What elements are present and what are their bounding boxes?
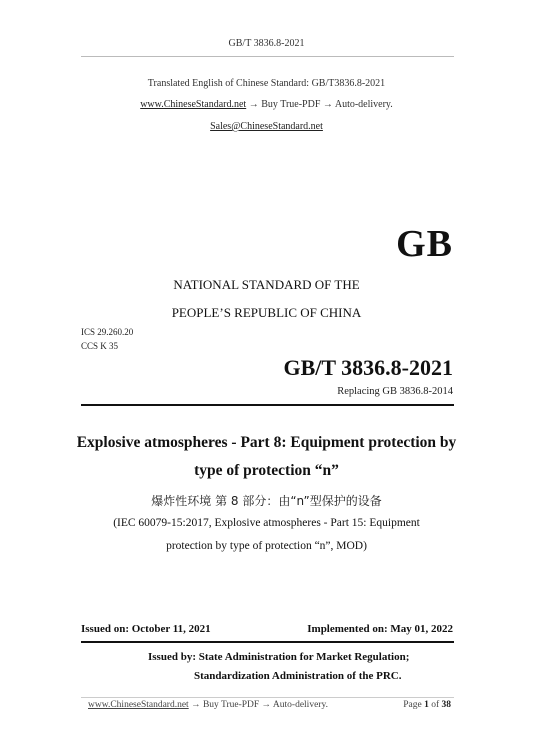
footer-purchase-text: → Buy True-PDF → Auto-delivery. <box>191 700 328 710</box>
issued-date: Issued on: October 11, 2021 <box>81 623 211 635</box>
footer-site-link[interactable]: www.ChineseStandard.net <box>88 700 189 710</box>
iec-reference-line1: (IEC 60079-15:2017, Explosive atmospheres - Part 15: Equipment <box>113 517 420 529</box>
issuer-line1: Issued by: State Administration for Market Regulation; <box>148 651 410 663</box>
issuer-line2: Standardization Administration of the PRC. <box>194 670 402 682</box>
page-number: 1 <box>424 700 429 710</box>
implemented-date: Implemented on: May 01, 2022 <box>307 623 453 635</box>
ccs-code: CCS K 35 <box>81 341 119 351</box>
iec-reference-line2: protection by type of protection “n”, MOD) <box>166 540 367 552</box>
standard-number: GB/T 3836.8-2021 <box>283 355 453 380</box>
email-link[interactable]: Sales@ChineseStandard.net <box>210 121 323 132</box>
title-line1: Explosive atmospheres - Part 8: Equipment protection by <box>76 434 457 451</box>
page-total: 38 <box>441 700 451 710</box>
dates-rule <box>81 641 454 643</box>
page-indicator <box>403 700 451 710</box>
footer-purchase <box>88 700 328 710</box>
site-link[interactable]: www.ChineseStandard.net <box>140 99 247 110</box>
title-line2: type of protection “n” <box>194 462 339 479</box>
purchase-text: → Buy True-PDF → Auto-delivery. <box>248 99 393 110</box>
page-of: of <box>431 700 440 710</box>
email-line <box>0 121 533 132</box>
gb-logo: GB <box>396 223 453 265</box>
purchase-line <box>0 99 533 110</box>
title-rule <box>81 404 454 406</box>
national-standard-line1: NATIONAL STANDARD OF THE <box>173 277 360 292</box>
translation-notice: Translated English of Chinese Standard: GB/T3836.8-2021 <box>147 78 386 89</box>
page-label: Page <box>403 700 422 710</box>
footer-divider <box>81 697 454 698</box>
header-divider <box>81 56 454 57</box>
national-standard-line2: PEOPLE’S REPUBLIC OF CHINA <box>171 305 362 320</box>
replacing-note: Replacing GB 3836.8-2014 <box>337 386 453 397</box>
running-header: GB/T 3836.8-2021 <box>228 38 305 49</box>
chinese-title: 爆炸性环境 第 8 部分：由“n”型保护的设备 <box>151 494 382 508</box>
ics-code: ICS 29.260.20 <box>81 327 134 337</box>
